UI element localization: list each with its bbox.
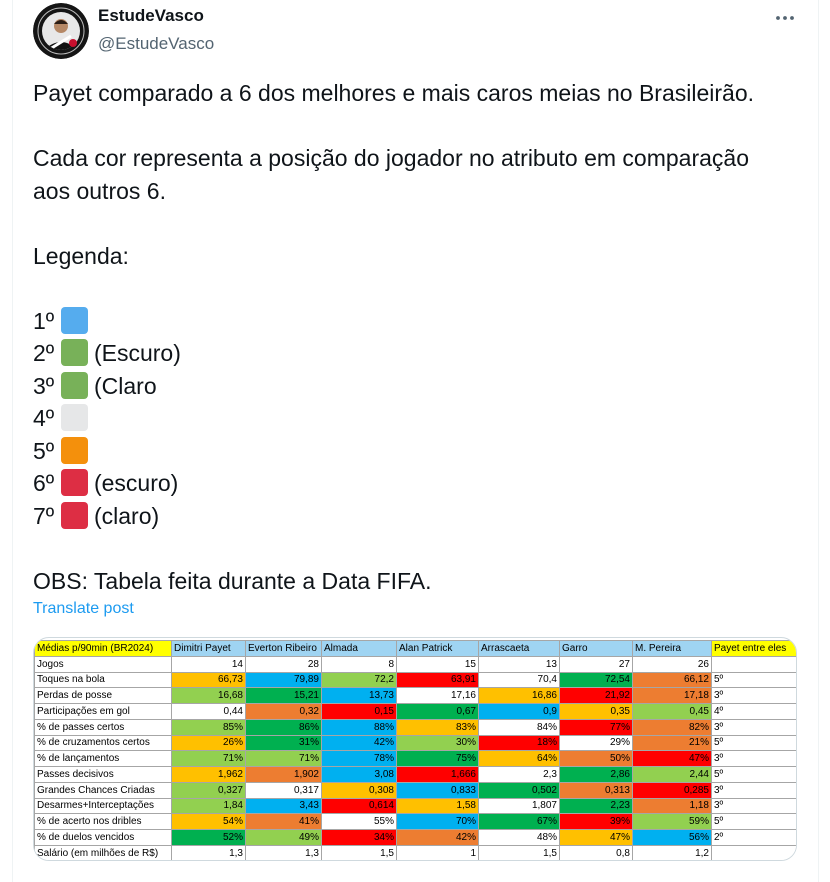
table-cell: 1,18 xyxy=(633,798,712,814)
legend-title: Legenda: xyxy=(33,242,129,269)
metric-label: Jogos xyxy=(35,656,172,672)
table-cell: 0,45 xyxy=(633,704,712,720)
table-cell: 66,12 xyxy=(633,672,712,688)
table-row xyxy=(35,767,797,783)
table-cell: 15 xyxy=(397,656,479,672)
table-row xyxy=(35,704,797,720)
red-square-icon xyxy=(61,502,88,529)
payet-rank-cell xyxy=(712,656,797,672)
player-column-header: Garro xyxy=(560,641,633,657)
legend-rank: 4º xyxy=(33,405,55,431)
payet-rank-cell: 3º xyxy=(712,798,797,814)
table-cell: 0,502 xyxy=(479,782,560,798)
player-column-header: M. Pereira xyxy=(633,641,712,657)
table-cell: 1,3 xyxy=(172,845,246,861)
table-cell: 50% xyxy=(560,751,633,767)
legend-rank: 7º xyxy=(33,502,55,529)
table-cell: 86% xyxy=(246,719,322,735)
table-cell: 1 xyxy=(397,845,479,861)
more-horizontal-icon[interactable] xyxy=(774,8,796,28)
metric-label: % de lançamentos xyxy=(35,751,172,767)
payet-rank-cell: 3º xyxy=(712,688,797,704)
table-cell: 1,902 xyxy=(246,767,322,783)
table-cell: 85% xyxy=(172,719,246,735)
orange-square-icon xyxy=(61,437,88,464)
table-row xyxy=(35,830,797,846)
table-cell: 49% xyxy=(246,830,322,846)
table-cell: 1,5 xyxy=(479,845,560,861)
table-cell: 83% xyxy=(397,719,479,735)
table-cell: 0,317 xyxy=(246,782,322,798)
attached-table-image[interactable] xyxy=(33,637,797,861)
table-cell: 70,4 xyxy=(479,672,560,688)
table-cell: 70% xyxy=(397,814,479,830)
table-cell: 34% xyxy=(322,830,397,846)
table-cell: 2,86 xyxy=(560,767,633,783)
table-cell: 3,08 xyxy=(322,767,397,783)
stats-table-body xyxy=(35,656,797,861)
table-cell: 48% xyxy=(479,830,560,846)
table-cell: 27 xyxy=(560,656,633,672)
table-cell: 52% xyxy=(172,830,246,846)
legend-note: (Claro xyxy=(93,372,157,399)
author-handle[interactable]: @EstudeVasco xyxy=(98,34,215,53)
legend-rank: 5º xyxy=(33,437,55,464)
table-cell: 3,43 xyxy=(246,798,322,814)
table-cell: 1,58 xyxy=(397,798,479,814)
metric-label: Toques na bola xyxy=(35,672,172,688)
legend-list xyxy=(33,305,778,533)
legend-item xyxy=(33,370,778,403)
table-cell: 47% xyxy=(633,751,712,767)
metric-column-header: Médias p/90min (BR2024) xyxy=(35,641,172,657)
blue-square-icon xyxy=(61,307,88,334)
legend-item xyxy=(33,467,778,500)
table-cell: 59% xyxy=(633,814,712,830)
table-cell: 0,35 xyxy=(560,704,633,720)
table-cell: 75% xyxy=(397,751,479,767)
table-header-row xyxy=(35,641,797,657)
legend-item xyxy=(33,500,778,533)
stats-table xyxy=(34,640,797,861)
post-intro: Payet comparado a 6 dos melhores e mais caros meias no Brasileirão. xyxy=(33,80,755,106)
legend-rank: 6º xyxy=(33,470,55,496)
table-cell: 78% xyxy=(322,751,397,767)
post-text xyxy=(33,77,778,630)
table-cell: 1,5 xyxy=(322,845,397,861)
avatar[interactable] xyxy=(33,3,89,59)
player-column-header: Almada xyxy=(322,641,397,657)
table-cell: 14 xyxy=(172,656,246,672)
table-cell: 39% xyxy=(560,814,633,830)
metric-label: Perdas de posse xyxy=(35,688,172,704)
player-column-header: Arrascaeta xyxy=(479,641,560,657)
table-cell: 42% xyxy=(397,830,479,846)
table-row xyxy=(35,782,797,798)
table-cell: 47% xyxy=(560,830,633,846)
table-row xyxy=(35,814,797,830)
green-square-icon xyxy=(61,339,88,366)
player-column-header: Dimitri Payet xyxy=(172,641,246,657)
table-cell: 0,8 xyxy=(560,845,633,861)
payet-rank-column-header: Payet entre eles xyxy=(712,641,797,657)
table-cell: 0,44 xyxy=(172,704,246,720)
timeline-left-border xyxy=(12,0,13,882)
table-cell: 0,833 xyxy=(397,782,479,798)
post-explanation: Cada cor representa a posição do jogador no atributo em comparação aos outros 6. xyxy=(33,145,749,204)
table-cell: 30% xyxy=(397,735,479,751)
table-cell: 31% xyxy=(246,735,322,751)
avatar-image xyxy=(33,3,89,59)
legend-note: (Escuro) xyxy=(93,340,181,366)
metric-label: Grandes Chances Criadas xyxy=(35,782,172,798)
metric-label: Participações em gol xyxy=(35,704,172,720)
table-cell: 88% xyxy=(322,719,397,735)
table-cell: 26 xyxy=(633,656,712,672)
payet-rank-cell: 4º xyxy=(712,704,797,720)
table-cell: 71% xyxy=(246,751,322,767)
table-row xyxy=(35,719,797,735)
table-row xyxy=(35,845,797,861)
table-cell: 1,962 xyxy=(172,767,246,783)
table-cell: 63,91 xyxy=(397,672,479,688)
table-cell: 2,44 xyxy=(633,767,712,783)
legend-note: (claro) xyxy=(93,502,160,529)
table-cell: 0,67 xyxy=(397,704,479,720)
legend-item xyxy=(33,305,778,338)
table-cell: 1,2 xyxy=(633,845,712,861)
green-square-icon xyxy=(61,372,88,399)
table-cell: 17,18 xyxy=(633,688,712,704)
white-square-icon xyxy=(61,404,88,431)
player-column-header: Everton Ribeiro xyxy=(246,641,322,657)
table-cell: 82% xyxy=(633,719,712,735)
legend-rank: 1º xyxy=(33,307,55,334)
metric-label: % de duelos vencidos xyxy=(35,830,172,846)
red-square-icon xyxy=(61,469,88,496)
table-cell: 28 xyxy=(246,656,322,672)
table-cell: 0,9 xyxy=(479,704,560,720)
payet-rank-cell: 3º xyxy=(712,782,797,798)
payet-rank-cell xyxy=(712,845,797,861)
author-name[interactable]: EstudeVasco xyxy=(98,6,204,25)
translate-post-link[interactable]: Translate post xyxy=(33,600,134,617)
table-cell: 13 xyxy=(479,656,560,672)
table-cell: 64% xyxy=(479,751,560,767)
table-cell: 67% xyxy=(479,814,560,830)
metric-label: % de passes certos xyxy=(35,719,172,735)
table-row xyxy=(35,672,797,688)
table-cell: 17,16 xyxy=(397,688,479,704)
table-cell: 21% xyxy=(633,735,712,751)
table-cell: 2,3 xyxy=(479,767,560,783)
table-cell: 77% xyxy=(560,719,633,735)
table-row xyxy=(35,735,797,751)
table-cell: 16,68 xyxy=(172,688,246,704)
player-column-header: Alan Patrick xyxy=(397,641,479,657)
timeline-right-border xyxy=(818,0,819,882)
payet-rank-cell: 3º xyxy=(712,751,797,767)
table-cell: 0,15 xyxy=(322,704,397,720)
table-cell: 16,86 xyxy=(479,688,560,704)
payet-rank-cell: 3º xyxy=(712,719,797,735)
metric-label: Passes decisivos xyxy=(35,767,172,783)
table-cell: 1,84 xyxy=(172,798,246,814)
table-cell: 79,89 xyxy=(246,672,322,688)
table-cell: 1,666 xyxy=(397,767,479,783)
table-cell: 2,23 xyxy=(560,798,633,814)
table-cell: 0,308 xyxy=(322,782,397,798)
table-cell: 42% xyxy=(322,735,397,751)
payet-rank-cell: 5º xyxy=(712,767,797,783)
table-cell: 1,3 xyxy=(246,845,322,861)
payet-rank-cell: 5º xyxy=(712,672,797,688)
table-row xyxy=(35,656,797,672)
table-cell: 0,327 xyxy=(172,782,246,798)
stats-table-head xyxy=(35,641,797,657)
metric-label: Desarmes+Interceptações xyxy=(35,798,172,814)
table-cell: 21,92 xyxy=(560,688,633,704)
table-cell: 66,73 xyxy=(172,672,246,688)
table-cell: 71% xyxy=(172,751,246,767)
table-cell: 72,2 xyxy=(322,672,397,688)
table-cell: 29% xyxy=(560,735,633,751)
table-row xyxy=(35,688,797,704)
table-cell: 84% xyxy=(479,719,560,735)
payet-rank-cell: 5º xyxy=(712,814,797,830)
table-cell: 0,614 xyxy=(322,798,397,814)
table-cell: 1,807 xyxy=(479,798,560,814)
legend-note: (escuro) xyxy=(93,470,179,496)
table-cell: 15,21 xyxy=(246,688,322,704)
payet-rank-cell: 5º xyxy=(712,735,797,751)
table-cell: 13,73 xyxy=(322,688,397,704)
metric-label: Salário (em milhões de R$) xyxy=(35,845,172,861)
legend-item xyxy=(33,337,778,370)
metric-label: % de acerto nos dribles xyxy=(35,814,172,830)
table-cell: 8 xyxy=(322,656,397,672)
table-cell: 55% xyxy=(322,814,397,830)
table-cell: 54% xyxy=(172,814,246,830)
table-row xyxy=(35,751,797,767)
table-cell: 41% xyxy=(246,814,322,830)
table-cell: 18% xyxy=(479,735,560,751)
post-note: OBS: Tabela feita durante a Data FIFA. xyxy=(33,567,432,594)
legend-item xyxy=(33,402,778,435)
legend-rank: 3º xyxy=(33,372,55,399)
legend-item xyxy=(33,435,778,468)
payet-rank-cell: 2º xyxy=(712,830,797,846)
table-cell: 0,313 xyxy=(560,782,633,798)
table-cell: 0,285 xyxy=(633,782,712,798)
metric-label: % de cruzamentos certos xyxy=(35,735,172,751)
table-cell: 26% xyxy=(172,735,246,751)
table-cell: 0,32 xyxy=(246,704,322,720)
table-row xyxy=(35,798,797,814)
table-cell: 72,54 xyxy=(560,672,633,688)
legend-rank: 2º xyxy=(33,340,55,366)
table-cell: 56% xyxy=(633,830,712,846)
